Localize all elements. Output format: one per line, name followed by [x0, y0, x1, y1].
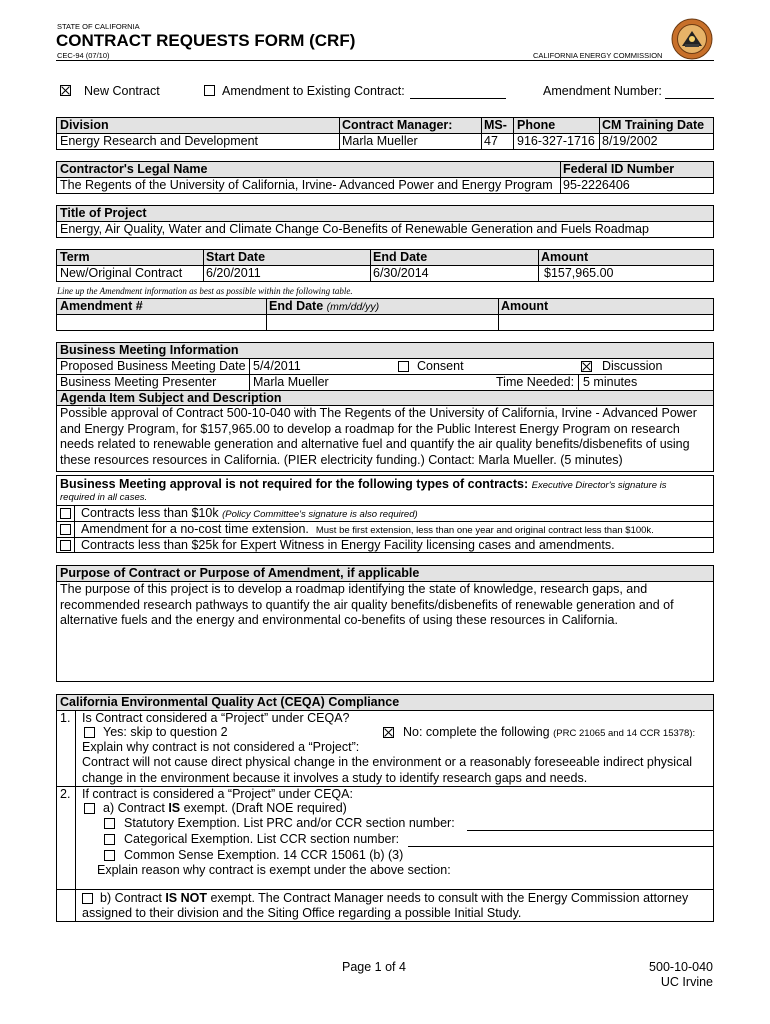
form-number: CEC-94 (07/10): [57, 51, 110, 60]
division-header: Division: [60, 118, 109, 132]
categorical-label: Categorical Exemption. List CCR section number:: [124, 832, 400, 846]
amount-value[interactable]: $157,965.00: [544, 266, 614, 280]
business-meeting-header: Business Meeting Information: [60, 343, 239, 357]
time-needed-label: Time Needed:: [496, 375, 575, 389]
ceqa-yes-label: Yes: skip to question 2: [103, 725, 228, 739]
term-header: Term: [60, 250, 90, 264]
item3-label: Contracts less than $25k for Expert Witness in Energy Facility licensing cases and amendments.: [81, 538, 615, 552]
amendment-amount-field[interactable]: [499, 315, 713, 330]
item3-checkbox[interactable]: [60, 540, 71, 551]
approval-heading-note: required in all cases.: [60, 492, 148, 503]
end-date-header: End Date: [373, 250, 428, 264]
ceqa-reason[interactable]: Contract will not cause direct physical change in the environment or a reasonably foreseeable indirect physical change in the environment because it involves a study to identify research gaps and needs.: [82, 755, 693, 785]
item2-checkbox[interactable]: [60, 524, 71, 535]
q1-text: Is Contract considered a “Project” under CEQA?: [82, 711, 350, 725]
amendment-end-header: End Date (mm/dd/yy): [269, 299, 380, 313]
phone-value[interactable]: 916-327-1716: [517, 134, 595, 148]
federal-id-header: Federal ID Number: [563, 162, 675, 176]
time-needed-value[interactable]: 5 minutes: [583, 375, 638, 389]
agency-name: CALIFORNIA ENERGY COMMISSION: [533, 51, 663, 60]
start-date-header: Start Date: [206, 250, 266, 264]
q1-number: 1.: [60, 711, 71, 725]
new-contract-checkbox[interactable]: [60, 85, 71, 96]
amendment-num-field[interactable]: [57, 315, 265, 330]
amendment-number-field[interactable]: [665, 98, 714, 99]
division-value[interactable]: Energy Research and Development: [60, 134, 259, 148]
amendment-number-label: Amendment Number:: [543, 84, 662, 98]
item2-label: Amendment for a no-cost time extension. Must be first extension, less than one year and original contract less than $100k.: [81, 522, 654, 536]
amendment-end-field[interactable]: [267, 315, 497, 330]
project-title-header: Title of Project: [60, 206, 147, 220]
presenter-label: Business Meeting Presenter: [60, 375, 217, 389]
not-exempt-line2: assigned to their division and the Siting Office regarding a possible Initial Study.: [82, 906, 522, 920]
q2-number: 2.: [60, 787, 71, 801]
footer-contractor: UC Irvine: [660, 975, 713, 989]
ceqa-header: California Environmental Quality Act (CEQA) Compliance: [60, 695, 400, 709]
ceqa-no-checkbox[interactable]: [383, 727, 394, 738]
consent-label: Consent: [417, 359, 464, 373]
amendment-num-header: Amendment #: [60, 299, 143, 313]
contractor-name-value[interactable]: The Regents of the University of California, Irvine- Advanced Power and Energy Program: [60, 178, 553, 192]
not-exempt-checkbox[interactable]: [82, 893, 93, 904]
presenter-value[interactable]: Marla Mueller: [253, 375, 329, 389]
ms-header: MS-: [484, 118, 507, 132]
amount-header: Amount: [541, 250, 589, 264]
discussion-checkbox[interactable]: [581, 361, 592, 372]
federal-id-value[interactable]: 95-2226406: [563, 178, 630, 192]
categorical-checkbox[interactable]: [104, 834, 115, 845]
page-number: Page 1 of 4: [342, 960, 406, 974]
footer-contract-number: 500-10-040: [649, 960, 713, 974]
q2-text: If contract is considered a “Project” under CEQA:: [82, 787, 353, 801]
explain2-label: Explain reason why contract is exempt under the above section:: [97, 863, 451, 877]
explain-label: Explain why contract is not considered a “Project”:: [82, 740, 360, 754]
item1-checkbox[interactable]: [60, 508, 71, 519]
amendment-contract-field[interactable]: [410, 98, 506, 99]
cm-training-header: CM Training Date: [602, 118, 705, 132]
proposed-date-label: Proposed Business Meeting Date: [60, 359, 246, 373]
amendment-checkbox[interactable]: [204, 85, 215, 96]
contract-manager-value[interactable]: Marla Mueller: [342, 134, 418, 148]
state-label: STATE OF CALIFORNIA: [57, 22, 140, 31]
statutory-label: Statutory Exemption. List PRC and/or CCR section number:: [124, 816, 455, 830]
form-title: CONTRACT REQUESTS FORM (CRF): [56, 31, 356, 50]
agenda-description[interactable]: Possible approval of Contract 500-10-040 with The Regents of the University of California, Irvine - Advanced Power and Energy Program, for $157,965.00 to develop a roadmap for the Public Interest Energy Program on research needs related to renewable generation and alternative fuel and quantify the air quality benefits/disbenefits of using these resources resources in California. (PIER electricity funding.) Contact: Marla Mueller. (5 minutes): [60, 406, 697, 467]
ceqa-no-label: No: complete the following (PRC 21065 and 14 CCR 15378):: [403, 725, 696, 739]
exempt-label: a) Contract IS exempt. (Draft NOE required): [103, 801, 347, 815]
common-sense-label: Common Sense Exemption. 14 CCR 15061 (b) (3): [124, 848, 404, 862]
statutory-checkbox[interactable]: [104, 818, 115, 829]
amendment-label: Amendment to Existing Contract:: [222, 84, 405, 98]
item1-label: Contracts less than $10k (Policy Committee's signature is also required): [81, 506, 418, 520]
end-date-value[interactable]: 6/30/2014: [373, 266, 429, 280]
new-contract-label: New Contract: [84, 84, 160, 98]
common-sense-checkbox[interactable]: [104, 850, 115, 861]
ceqa-yes-checkbox[interactable]: [84, 727, 95, 738]
phone-header: Phone: [517, 118, 556, 132]
purpose-header: Purpose of Contract or Purpose of Amendment, if applicable: [60, 566, 420, 580]
discussion-label: Discussion: [602, 359, 663, 373]
start-date-value[interactable]: 6/20/2011: [206, 266, 261, 280]
amendment-amount-header: Amount: [501, 299, 549, 313]
ms-value[interactable]: 47: [484, 134, 498, 148]
header-rule: [56, 60, 714, 61]
consent-checkbox[interactable]: [398, 361, 409, 372]
contractor-name-header: Contractor's Legal Name: [60, 162, 208, 176]
cm-training-value[interactable]: 8/19/2002: [602, 134, 658, 148]
proposed-date-value[interactable]: 5/4/2011: [253, 359, 301, 373]
purpose-text[interactable]: The purpose of this project is to develop a roadmap identifying the state of knowledge, research gaps, and recommended research pathways to quantify the air quality benefits/disbenefits of renewable generation and of alternative fuels and the energy and environmental co-benefits of using these resources in California.: [60, 582, 674, 627]
term-value[interactable]: New/Original Contract: [60, 266, 183, 280]
project-title-value[interactable]: Energy, Air Quality, Water and Climate Change Co-Benefits of Renewable Generation and Fuels Roadmap: [60, 222, 649, 236]
contract-manager-header: Contract Manager:: [342, 118, 453, 132]
seal-icon: [671, 18, 713, 60]
not-exempt-label: b) Contract IS NOT exempt. The Contract Manager needs to consult with the Energy Commission attorney: [100, 891, 689, 905]
statutory-field[interactable]: [467, 830, 714, 831]
approval-heading: Business Meeting approval is not required for the following types of contracts: Executive Director's signature is: [60, 477, 667, 491]
categorical-field[interactable]: [408, 846, 714, 847]
agenda-header: Agenda Item Subject and Description: [60, 391, 282, 405]
exempt-checkbox[interactable]: [84, 803, 95, 814]
amendment-note: Line up the Amendment information as best as possible within the following table.: [57, 286, 353, 296]
